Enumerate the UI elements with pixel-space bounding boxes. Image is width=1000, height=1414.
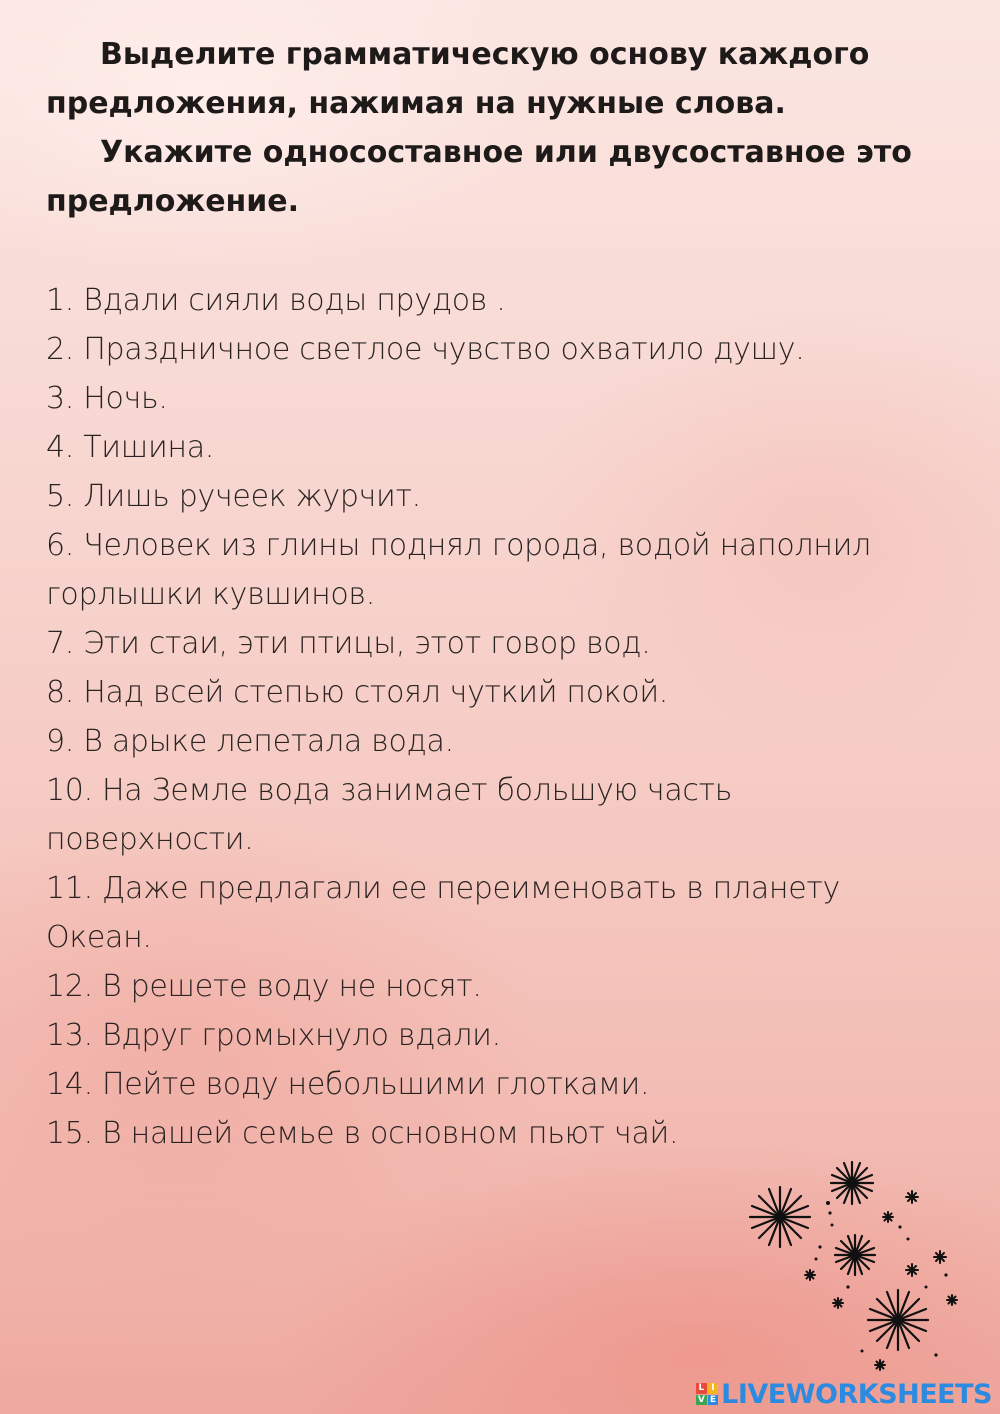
logo-mark-letter: E [708, 1395, 719, 1406]
starburst-icon [835, 1235, 875, 1275]
logo-text: LIVEWORKSHEETS [721, 1378, 992, 1410]
instruction-line-1: Выделите грамматическую основу каждого предложения, нажимая на нужные слова. [46, 37, 870, 121]
sentence-3[interactable]: 3. Ночь. [46, 381, 168, 416]
liveworksheets-logo [696, 1380, 992, 1408]
sentence-2[interactable]: 2. Праздничное светлое чувство охватило душу. [46, 332, 805, 367]
sentence-12[interactable]: 12. В решете воду не носят. [46, 969, 482, 1004]
sentence-10[interactable]: 10. На Земле вода занимает большую часть поверхности. [46, 773, 733, 857]
sentence-5[interactable]: 5. Лишь ручеек журчит. [46, 479, 421, 514]
starburst-icon [831, 1162, 873, 1204]
sentence-15[interactable]: 15. В нашей семье в основном пьют чай. [46, 1116, 679, 1151]
sentence-11[interactable]: 11. Даже предлагали ее переименовать в планету Океан. [46, 871, 841, 955]
starburst-decoration [740, 1155, 980, 1385]
sentence-1[interactable]: 1. Вдали сияли воды прудов . [46, 283, 506, 318]
instruction-line-2: Укажите односоставное или двусоставное это предложение. [46, 135, 912, 219]
sentence-list [46, 276, 936, 1158]
sentence-7[interactable]: 7. Эти стаи, эти птицы, этот говор вод. [46, 626, 651, 661]
sentence-4[interactable]: 4. Тишина. [46, 430, 215, 465]
sentence-8[interactable]: 8. Над всей степью стоял чуткий покой. [46, 675, 669, 710]
starburst-icon [868, 1290, 928, 1350]
sentence-6[interactable]: 6. Человек из глины поднял города, водой наполнил горлышки кувшинов. [46, 528, 871, 612]
logo-mark-letter: I [708, 1383, 719, 1394]
logo-mark-letter: V [697, 1394, 705, 1405]
logo-mark-icon [696, 1383, 718, 1405]
sentence-14[interactable]: 14. Пейте воду небольшими глотками. [46, 1067, 650, 1102]
sentence-9[interactable]: 9. В арыке лепетала вода. [46, 724, 454, 759]
logo-mark-letter: L [696, 1383, 707, 1394]
sentence-13[interactable]: 13. Вдруг громыхнуло вдали. [46, 1018, 501, 1053]
instructions [46, 30, 946, 226]
starburst-icon [750, 1187, 810, 1247]
